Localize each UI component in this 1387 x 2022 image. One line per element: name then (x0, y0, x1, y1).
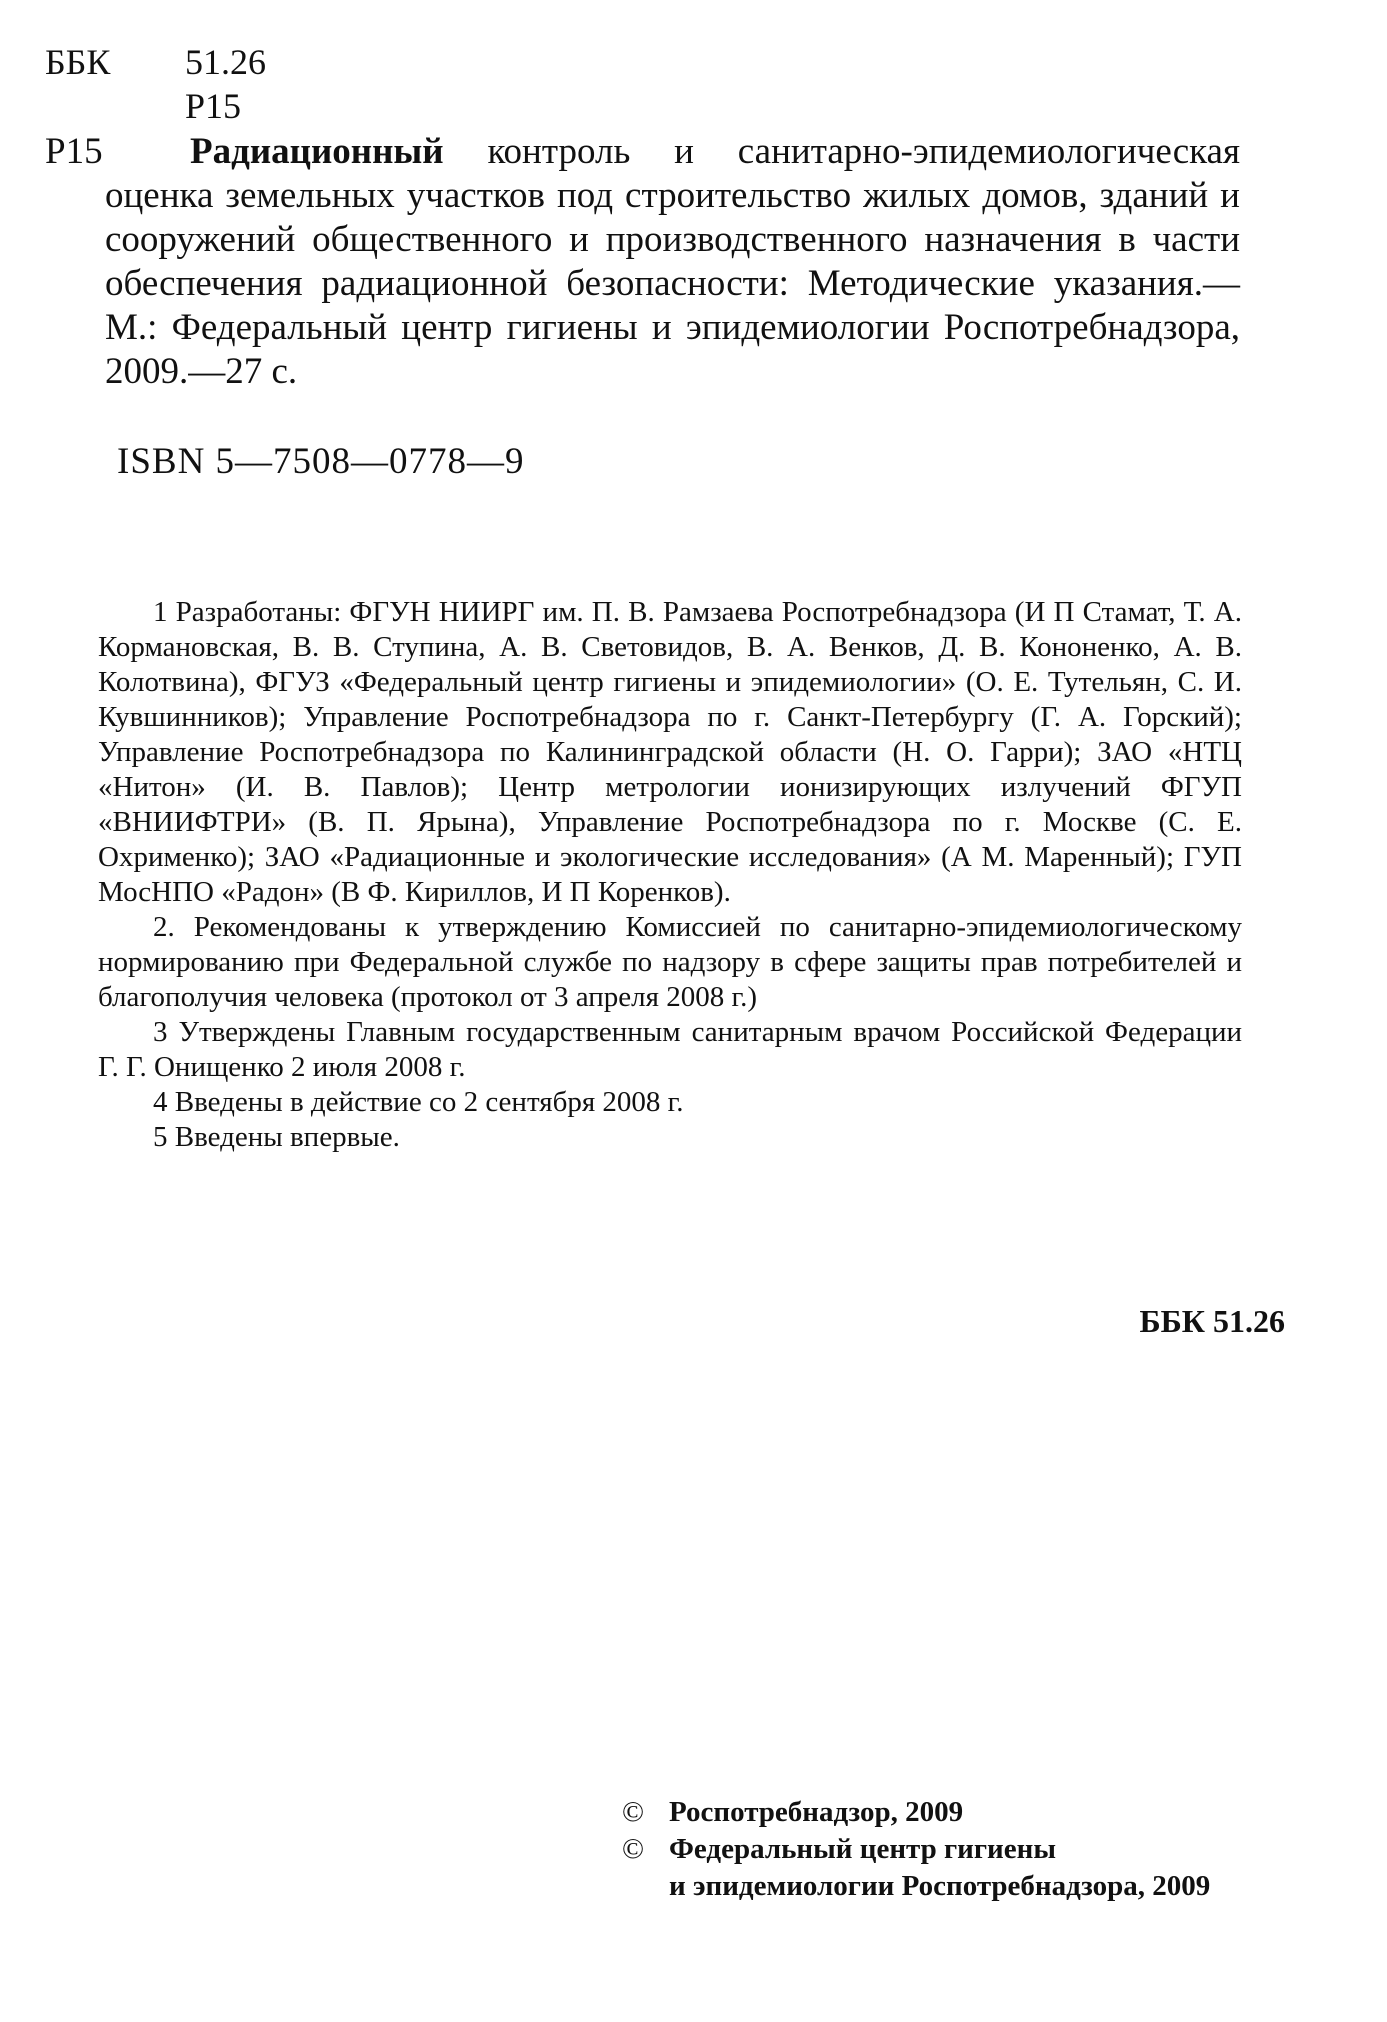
info-item-first-edition: 5 Введены впервые. (153, 1121, 400, 1153)
bbk-row (45, 40, 266, 84)
bbk-label: ББК (45, 42, 111, 82)
bbk-code: 51.26 (185, 42, 266, 82)
copyright-holder-2: Федеральный центр гигиены (669, 1833, 1056, 1865)
bibliographic-record (45, 130, 1240, 394)
copyright-holder-1: Роспотребнадзор, 2009 (669, 1796, 964, 1828)
author-sign: Р15 (185, 86, 242, 126)
bbk-code-right: ББК 51.26 (1139, 1303, 1285, 1339)
copyright-block (622, 1794, 1210, 1905)
record-author-mark: Р15 (45, 131, 103, 172)
author-sign-row (45, 84, 266, 128)
info-item-approved: 3 Утверждены Главным государственным санитарным врачом Российской Федерации Г. Г. Онищенко 2 июля 2008 г. (98, 1016, 1242, 1083)
classification-block (45, 40, 266, 128)
copyright-holder-2-cont: и эпидемиологии Роспотребнадзора, 2009 (669, 1870, 1211, 1902)
record-description (105, 130, 1240, 394)
info-item-developed: 1 Разработаны: ФГУН НИИРГ им. П. В. Рамзаева Роспотребнадзора (И П Стамат, Т. А. Кормановская, В. В. Ступина, А. В. Световидов, В. А. Венков, Д. В. Кононенко, А. В. Колотвина), ФГУЗ «Федеральный центр гигиены и эпидемиологии» (О. Е. Тутельян, С. И. Кувшинников); Управление Роспотребнадзора по г. Санкт-Петербургу (Г. А. Горский); Управление Роспотребнадзора по Калининградской области (Н. О. Гарри); ЗАО «НТЦ «Нитон» (И. В. Павлов); Центр метрологии ионизирующих излучений ФГУП «ВНИИФТРИ» (В. П. Ярына), Управление Роспотребнадзора по г. Москве (С. Е. Охрименко); ЗАО «Радиационные и экологические исследования» (А М. Маренный); ГУП МосНПО «Радон» (В Ф. Кириллов, И П Коренков). (98, 596, 1242, 908)
isbn: ISBN 5—7508—0778—9 (117, 441, 525, 482)
copyright-symbol: © (622, 1833, 645, 1865)
info-item-recommended: 2. Рекомендованы к утверждению Комиссией по санитарно-эпидемиологическому нормированию при Федеральной службе по надзору в сфере защиты прав потребителей и благополучия человека (протокол от 3 апреля 2008 г.) (98, 911, 1242, 1013)
copyright-line (622, 1831, 1210, 1868)
info-item-effective: 4 Введены в действие со 2 сентября 2008 г. (153, 1086, 684, 1118)
development-info (98, 595, 1242, 1155)
record-title-rest: контроль и санитарно-эпидемиологическая оценка земельных участков под строительство жилых домов, зданий и сооружений общественного и производственного назначения в части обеспечения радиационной безопасности: Методические указания.—М.: Федеральный центр гигиены и эпидемиологии Роспотребнадзора, 2009.—27 с. (105, 131, 1240, 392)
copyright-symbol: © (622, 1796, 645, 1828)
copyright-line (622, 1794, 1210, 1831)
copyright-line (622, 1868, 1210, 1905)
record-title-bold: Радиационный (190, 131, 444, 172)
